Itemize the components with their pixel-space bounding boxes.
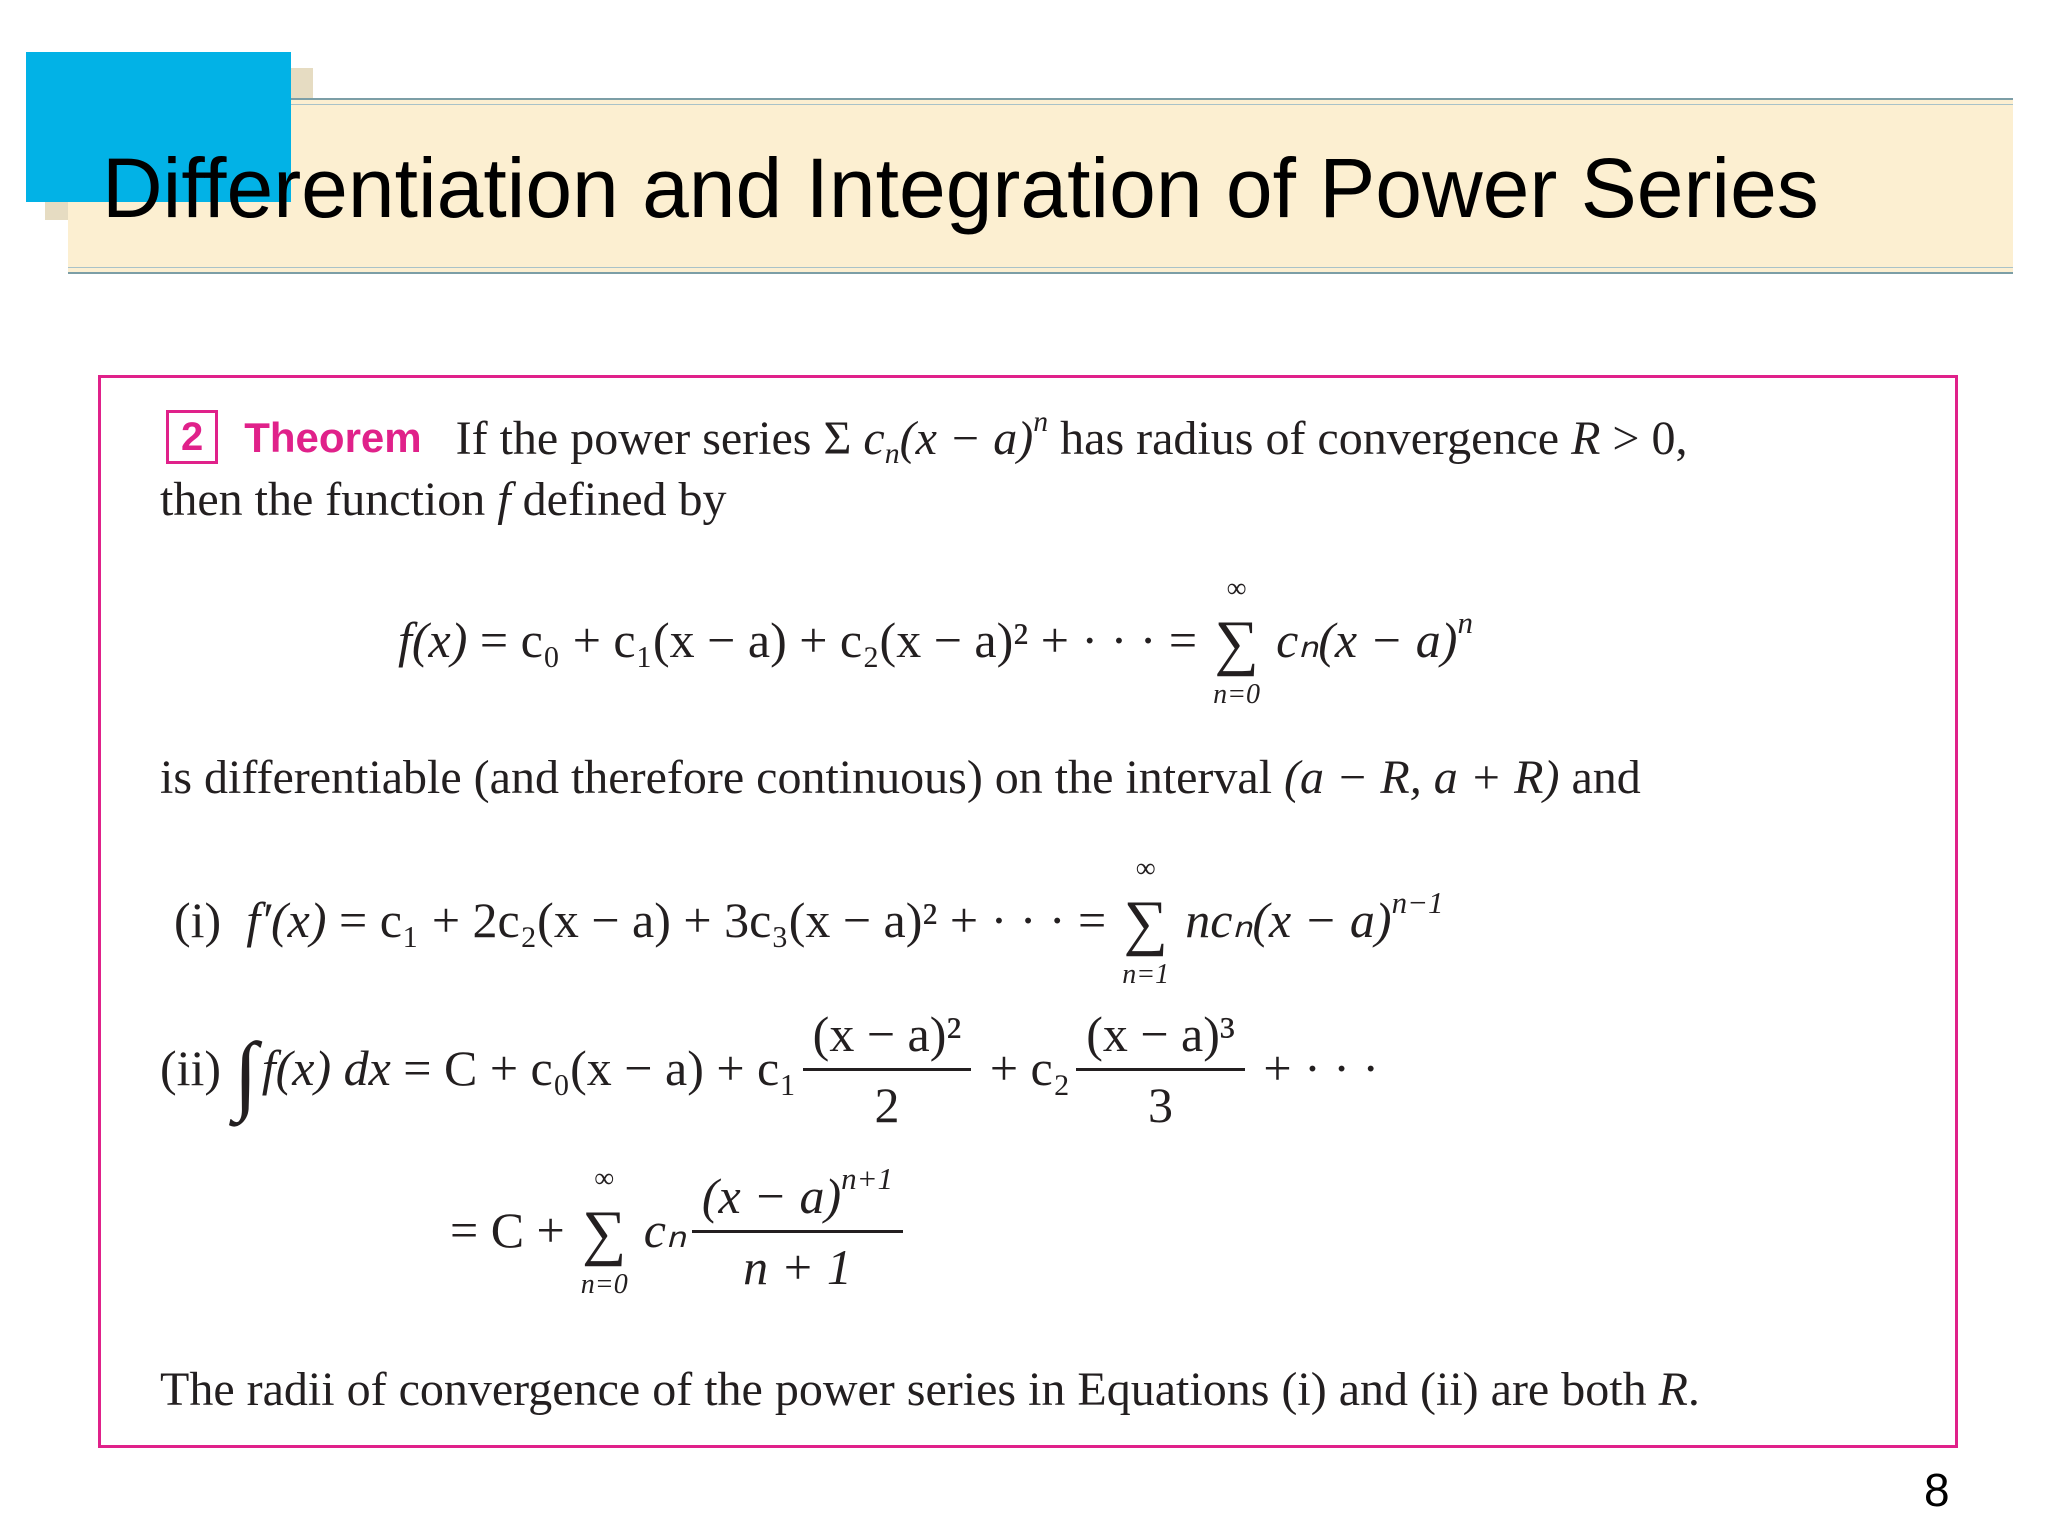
theorem-label: Theorem — [244, 414, 422, 461]
conclusion-end: . — [1687, 1363, 1700, 1416]
theorem-line-2 — [160, 472, 727, 528]
item-i-label: (i) — [174, 892, 222, 948]
conclusion-R: R — [1658, 1363, 1688, 1416]
intro-base: (x − a) — [899, 412, 1034, 465]
sum-symbol: ∑ ∞ n=1 — [1122, 853, 1170, 990]
equation-i — [174, 853, 1444, 990]
intro-coef: c — [863, 412, 885, 465]
intro-R: R — [1571, 412, 1601, 465]
continuity-interval: (a − R, a + R) — [1284, 751, 1560, 804]
fraction-1 — [803, 1006, 972, 1133]
eq-main-sum-term: cₙ(x − a) — [1276, 612, 1458, 668]
item-ii-mid: + c₂ — [989, 1039, 1071, 1096]
theorem-number: 2 — [166, 410, 218, 464]
theorem-intro-line — [166, 404, 1688, 470]
continuity-end: and — [1559, 751, 1641, 804]
eq-main-sum-exp: n — [1457, 604, 1473, 640]
item-ii-tail: + · · · — [1263, 1039, 1380, 1096]
sum-upper-limit: ∞ — [594, 1162, 615, 1194]
item-i-sum-term: ncₙ(x − a) — [1185, 892, 1392, 948]
line2-f: f — [497, 473, 511, 526]
item-i-sum-exp: n−1 — [1391, 884, 1444, 920]
item-ii-label: (ii) — [160, 1039, 222, 1096]
conclusion-line — [160, 1362, 1700, 1418]
intro-coef-sub: n — [884, 436, 900, 470]
equation-ii-line-2 — [450, 1160, 909, 1300]
intro-text-3: > 0, — [1600, 412, 1688, 465]
item-ii-integrand: f(x) dx — [261, 1039, 391, 1096]
sum-lower-limit: n=1 — [1122, 959, 1170, 990]
page-number: 8 — [1924, 1464, 1950, 1516]
item-ii-line2-start: = C + — [450, 1201, 565, 1258]
sum-upper-limit: ∞ — [1226, 573, 1247, 604]
fraction-3-numerator: $(x - a)^{n+1}$ — [701, 1160, 894, 1224]
intro-text-2: has radius of convergence — [1048, 412, 1572, 465]
item-i-rhs: = c₁ + 2c₂(x − a) + 3c₃(x − a)² + · · · = — [339, 892, 1107, 948]
continuity-line — [160, 750, 1641, 806]
item-ii-line2-coef: cₙ — [643, 1201, 686, 1258]
fraction-1-numerator: (x − a)² — [812, 1006, 962, 1062]
sum-symbol: ∑ ∞ n=0 — [1213, 573, 1261, 710]
line2-start: then the function — [160, 473, 498, 526]
slide-title: Differentiation and Integration of Power Series — [102, 141, 1819, 235]
eq-main-lhs: f(x) — [398, 612, 468, 668]
item-i-lhs: f′(x) — [246, 892, 327, 948]
line2-end: defined by — [510, 473, 727, 526]
continuity-start: is differentiable (and therefore continuous) on the interval — [160, 751, 1285, 804]
fraction-1-denominator: 2 — [803, 1068, 972, 1133]
fraction-2-numerator: (x − a)³ — [1086, 1006, 1235, 1062]
eq-main-rhs: = c₀ + c₁(x − a) + c₂(x − a)² + · · · = — [479, 612, 1198, 668]
conclusion-start: The radii of convergence of the power series in Equations (i) and (ii) are both — [160, 1363, 1659, 1416]
integral-sign: ∫ — [233, 1025, 258, 1123]
sum-lower-limit: n=0 — [580, 1268, 628, 1300]
fraction-2-denominator: 3 — [1076, 1068, 1245, 1133]
sum-symbol: ∑ ∞ n=0 — [580, 1162, 628, 1300]
fraction-3 — [692, 1160, 903, 1295]
equation-ii — [160, 1006, 1380, 1137]
item-ii-rhs-start: = C + c₀(x − a) + c₁ — [403, 1039, 797, 1096]
fraction-3-denominator: n + 1 — [692, 1230, 903, 1295]
fraction-2 — [1076, 1006, 1245, 1133]
equation-main — [398, 573, 1473, 710]
sum-lower-limit: n=0 — [1213, 679, 1261, 710]
intro-exp: n — [1033, 404, 1049, 438]
intro-text-1: If the power series Σ — [455, 412, 864, 465]
sum-upper-limit: ∞ — [1135, 853, 1156, 884]
